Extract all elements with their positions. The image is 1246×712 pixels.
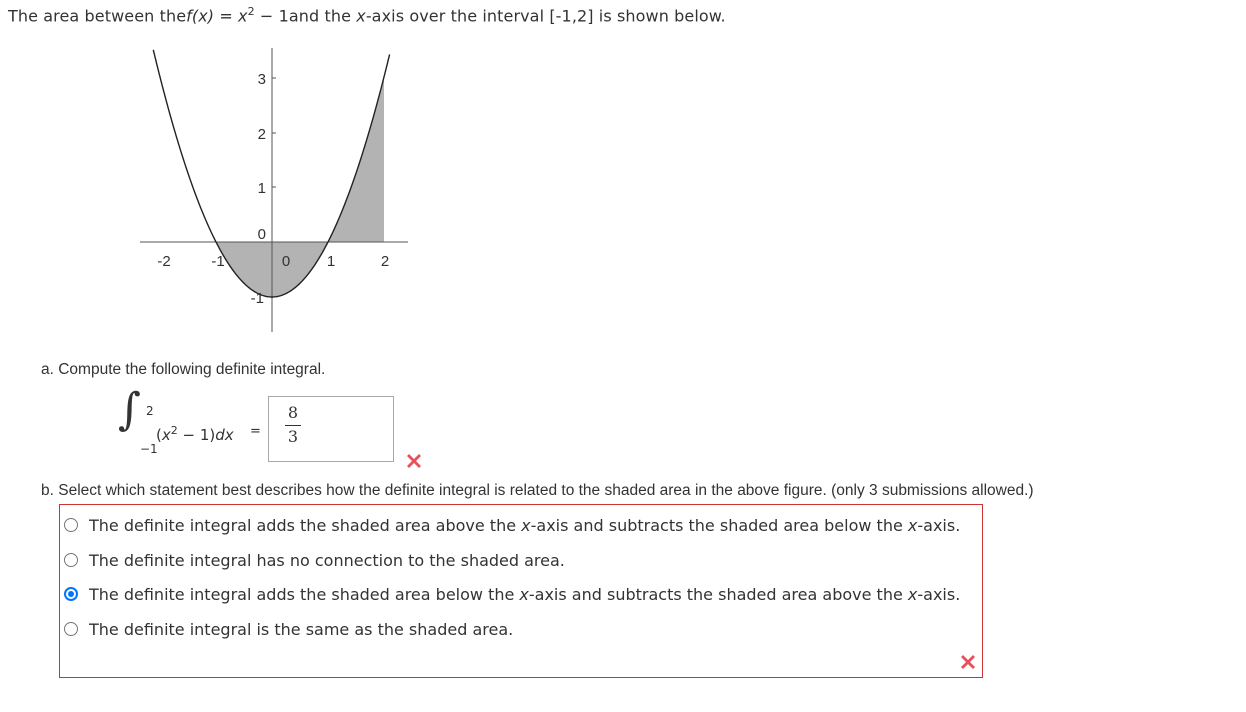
answer-choices	[59, 504, 983, 678]
integrand	[156, 424, 234, 444]
y-tick-label: 0	[257, 226, 266, 243]
intro-exponent: 2	[247, 5, 255, 18]
incorrect-x-icon	[404, 451, 424, 471]
intro-equals: =	[214, 6, 239, 26]
choice-text-2: The definite integral has no connection to the shaded area.	[89, 550, 565, 570]
problem-statement	[8, 5, 726, 25]
integrand-x: x	[161, 426, 171, 444]
y-tick-label: -1	[250, 290, 264, 307]
integral-upper-limit: 2	[146, 404, 154, 418]
integrand-rest: − 1)	[177, 426, 216, 444]
part-a-label: a. Compute the following definite integral.	[41, 361, 326, 378]
choice-text-4: The definite integral is the same as the shaded area.	[89, 619, 514, 639]
intro-minus-one: − 1	[254, 6, 289, 26]
y-tick-label: 2	[257, 126, 266, 143]
integral-sign-icon: ∫	[118, 384, 141, 435]
choice-option-2[interactable]	[64, 547, 565, 573]
integrand-open: (	[156, 426, 162, 444]
intro-x: x	[238, 6, 248, 26]
part-b-label: b. Select which statement best describes how the definite integral is related to the shaded area in the above figure. (only 3 submissions allowed.)	[41, 482, 1034, 499]
fraction-bar	[285, 425, 301, 426]
answer-denominator: 3	[287, 427, 299, 446]
integrand-dx: dx	[215, 426, 234, 444]
answer-numerator: 8	[287, 403, 299, 422]
choice-option-3[interactable]	[64, 581, 960, 607]
choice-text-3: The definite integral adds the shaded area below the x-axis and subtracts the shaded area above the x-axis.	[89, 584, 961, 604]
intro-function: f(x)	[186, 6, 215, 26]
intro-suffix: -axis over the interval [-1,2] is shown below.	[365, 6, 726, 26]
intro-prefix: The area between the	[8, 6, 187, 26]
intro-mid: and the	[288, 6, 357, 26]
x-tick-label: 1	[326, 253, 336, 270]
choice-option-4[interactable]	[64, 616, 513, 642]
shaded-region	[216, 77, 384, 297]
definite-integral	[118, 384, 268, 460]
choice-text-1: The definite integral adds the shaded area above the x-axis and subtracts the shaded area below the x-axis.	[89, 515, 961, 535]
incorrect-x-icon	[958, 652, 978, 672]
radio-button-4[interactable]	[64, 622, 78, 636]
radio-button-2[interactable]	[64, 553, 78, 567]
y-tick-label: 1	[257, 180, 266, 197]
x-tick-label: 0	[281, 253, 291, 270]
x-tick-label: 2	[380, 253, 390, 270]
equals-sign: =	[250, 424, 261, 439]
radio-button-1[interactable]	[64, 518, 78, 532]
intro-axis-var: x	[356, 6, 366, 26]
answer-input[interactable]	[268, 396, 394, 462]
x-tick-label: -2	[157, 253, 171, 270]
parabola-graph	[130, 40, 420, 340]
choice-option-1[interactable]	[64, 512, 960, 538]
answer-fraction	[285, 405, 301, 445]
radio-button-3[interactable]	[64, 587, 78, 601]
integrand-exponent: 2	[170, 424, 178, 437]
y-tick-label: 3	[257, 71, 266, 88]
integral-lower-limit: −1	[140, 442, 158, 456]
x-tick-label: -1	[211, 253, 225, 270]
